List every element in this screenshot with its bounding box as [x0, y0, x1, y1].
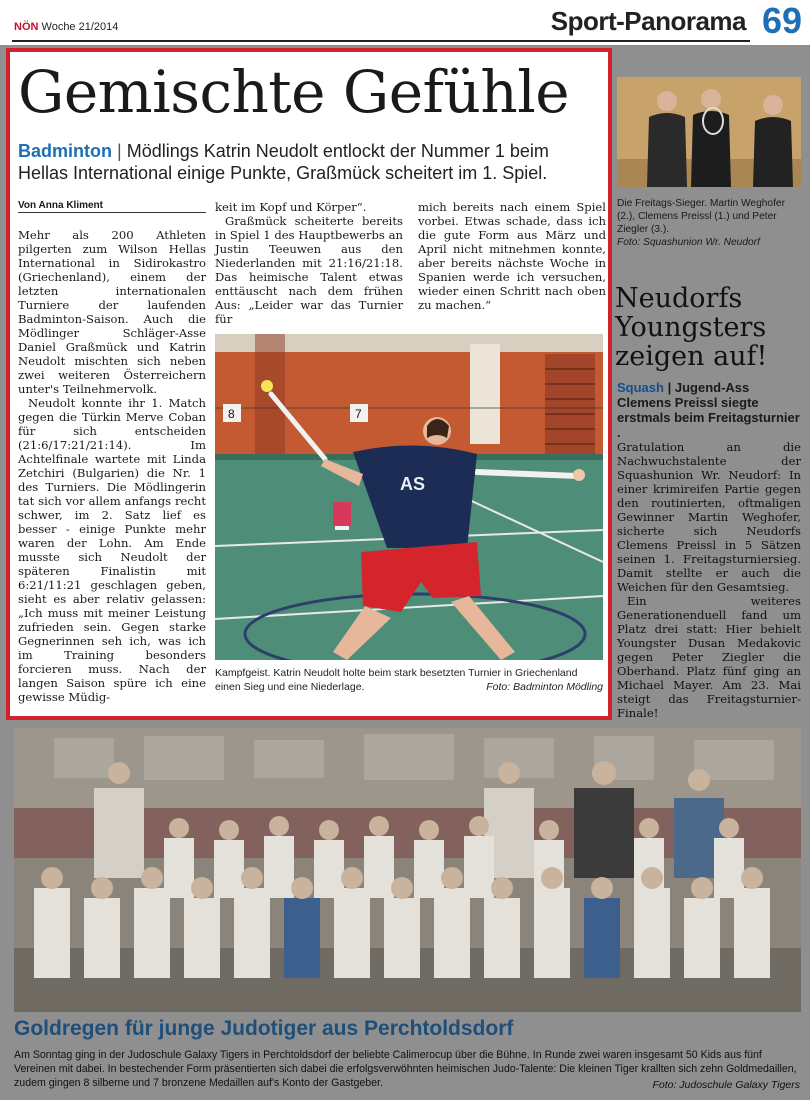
squash-deck [617, 380, 801, 440]
judo-illustration [14, 728, 801, 1012]
paragraph: Neudolt konnte ihr 1. Match gegen die Türkin Merve Coban für sich entscheiden (21:6/17:21/21:14). Im Achtelfinale wartete mit Linda Zetchiri (Bulgarien) die Nr. 1 des Turniers. Die Mödlingerin tat sich vor allem anfangs recht schwer, im 2. Satz lief es besser - einige Punkte mehr waren der Lohn. Am Ende musste sich Neudolt der späteren Finalistin mit 6:21/11:21 geschlagen geben, sieht es aber relativ gelassen: „Ich muss mit meiner Leistung zufrieden sein. Gegen starke Gegnerinnen seh ich, was ich im Training besonders forcieren muss. Nach der langen Saison spüre ich eine gewisse Müdig- [18, 396, 206, 704]
section-title: Sport-Panorama [550, 6, 746, 36]
article-kicker: Badminton [18, 141, 112, 161]
photo-credit: Foto: Judoschule Galaxy Tigers [652, 1079, 800, 1091]
page-number: 69 [761, 0, 802, 41]
judo-group-photo [14, 728, 801, 1012]
squash-illustration [617, 77, 801, 187]
paragraph: Ein weiteres Generationenduell fand um Platz drei statt: Hier behielt Youngster Dusan Medakovic gegen Peter Ziegler die Oberhand. Platz fünf ging an Michael Mayer. Am 23. Mai steigt das Freitagsturnier-Finale! [617, 594, 801, 720]
squash-photo [617, 77, 801, 187]
badminton-photo [215, 334, 603, 660]
article-column-2 [215, 200, 403, 326]
photo-caption [215, 666, 603, 694]
header-rule [12, 40, 750, 42]
judo-body: Am Sonntag ging in der Judoschule Galaxy Tigers in Perchtoldsdorf der beliebte Calimerocup über die Bühne. In Runde zwei waren insgesamt 50 Kids aus fünf Vereinen mit dabei. In bestechender Form präsentierten sich dabei die erfolgsverwöhnten heimischen Judo-Talente: Die kleinen Tiger krallten sich zehn Goldmedaillen, zudem gingen 8 silberne und 7 bronzene Medaillen auf's Konto der Gastgeber. [14, 1049, 797, 1089]
article-column-1 [18, 228, 206, 708]
court-number: 8 [228, 407, 235, 421]
article-column-3 [418, 200, 606, 312]
judo-headline: Goldregen für junge Judotiger aus Perchtoldsdorf [14, 1017, 514, 1040]
paragraph: Graßmück scheiterte bereits in Spiel 1 des Hauptbewerbs an Justin Teeuwen aus den Niederlanden mit 21:16/21:18. Das heimische Talent etwas enttäuscht nach dem frühen Aus: „Leider war das Turnier für [215, 214, 403, 326]
court-number: 7 [355, 407, 362, 421]
kicker-separator: | [667, 380, 672, 395]
shirt-logo: AS [400, 474, 426, 494]
badminton-illustration [215, 334, 603, 660]
highlighted-article[interactable] [6, 48, 612, 720]
deck-text: Jugend-Ass Clemens Preissl siegte erstmals beim Freitagsturnier . [617, 380, 800, 440]
brand-logo: NÖN [14, 21, 39, 33]
paragraph: mich bereits nach einem Spiel vorbei. Etwas schade, dass ich die gute Form aus März und April nicht mitnehmen konnte, aber bereits nächste Woche in Spanien werde ich versuchen, wieder einen Schritt nach oben zu machen.“ [418, 200, 606, 312]
caption-text: Kampfgeist. Katrin Neudolt holte beim stark besetzten Turnier in Griechenland einen Sieg und eine Niederlage. [215, 667, 578, 693]
issue-line [14, 21, 118, 33]
article-headline: Gemischte Gefühle [18, 58, 570, 126]
photo-credit: Foto: Badminton Mödling [486, 681, 603, 693]
deck-text: Mödlings Katrin Neudolt entlockt der Nummer 1 beim Hellas International einige Punkte, Graßmück scheitert im 1. Spiel. [18, 141, 549, 183]
squash-headline: Neudorfs Youngsters zeigen auf! [615, 283, 768, 372]
issue-label: Woche 21/2014 [41, 21, 119, 33]
paragraph: keit im Kopf und Körper“. [215, 200, 367, 214]
squash-body [617, 440, 801, 720]
squash-kicker: Squash [617, 380, 664, 395]
article-deck [18, 140, 588, 184]
paragraph: Gratulation an die Nachwuchstalente der Squashunion Wr. Neudorf: In einer krimireifen Partie gegen den routinierten, oftmaligen Gewinner Martin Weghofer, sicherte sich Neudorfs Clemens Preissl in 5 Sätzen seinen 1. Freitagsturniersieg. Damit stellte er auch die Weichen für den Gesamtsieg. [617, 440, 801, 594]
kicker-separator: | [117, 141, 122, 161]
paragraph: Mehr als 200 Athleten pilgerten zum Wilson Hellas International in Sidirokastro (Griechenland), einem der letzten internationalen Turniere der laufenden Badminton-Saison. Auch die Mödlinger Schläger-Asse Daniel Graßmück und Katrin Neudolt mischten sich neben zwei weiteren Österreichern unter's Teilnehmervolk. [18, 228, 206, 396]
photo-credit: Foto: Squashunion Wr. Neudorf [617, 237, 760, 248]
caption-text: Die Freitags-Sieger. Martin Weghofer (2.), Clemens Preissl (1.) und Peter Ziegler (3.). [617, 198, 785, 235]
squash-photo-caption [617, 197, 801, 249]
byline: Von Anna Kliment [18, 200, 206, 213]
